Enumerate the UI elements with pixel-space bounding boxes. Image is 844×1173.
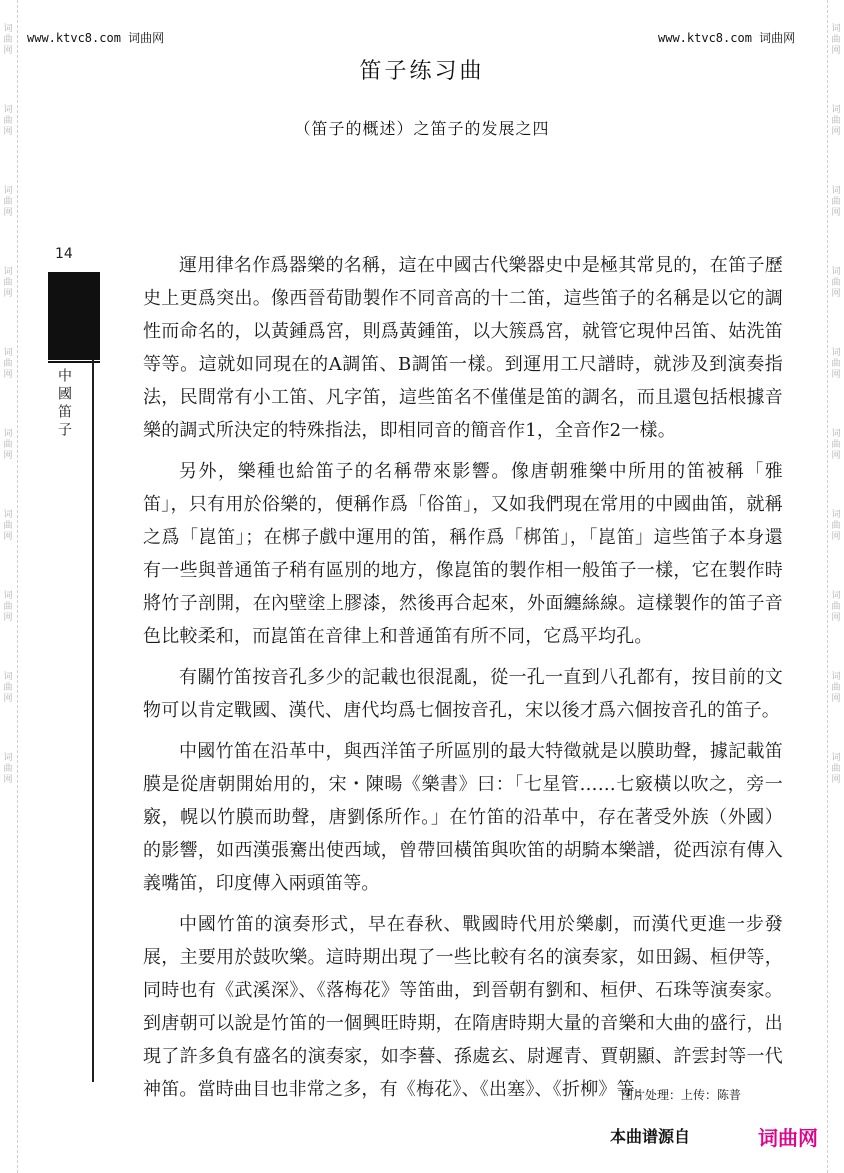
rail-char: 词 [3,429,13,439]
rail-watermark [831,510,840,543]
rail-char: 曲 [3,35,13,45]
site-watermark-left: www.ktvc8.com 词曲网 [27,31,165,45]
rail-char: 词 [831,186,841,196]
rail-char: 曲 [3,764,13,774]
rail-char: 词 [3,186,13,196]
rail-char: 词 [831,24,841,34]
rail-char: 网 [831,208,841,218]
rail-char: 词 [3,753,13,763]
rail-watermark [831,267,840,300]
rail-char: 词 [3,510,13,520]
rail-char: 曲 [831,278,841,288]
rail-char: 曲 [3,602,13,612]
rail-char: 曲 [3,278,13,288]
rail-char: 网 [3,46,13,56]
site-watermark-right: www.ktvc8.com 词曲网 [658,31,796,45]
rail-watermark [3,24,12,57]
rail-char: 曲 [3,521,13,531]
rail-char: 网 [3,532,13,542]
rail-char: 网 [3,208,13,218]
rail-char: 网 [831,613,841,623]
rail-char: 曲 [3,359,13,369]
rail-char: 网 [3,370,13,380]
rail-char: 词 [831,510,841,520]
rail-char: 曲 [831,197,841,207]
rail-char: 曲 [3,116,13,126]
rail-char: 曲 [3,683,13,693]
rail-watermark [3,429,12,462]
rail-watermark [3,348,12,381]
rail-char: 词 [831,105,841,115]
rail-char: 网 [3,451,13,461]
rail-watermark [831,591,840,624]
right-watermark-rail [829,0,843,1173]
rail-char: 网 [3,289,13,299]
paragraph: 有關竹笛按音孔多少的記載也很混亂，從一孔一直到八孔都有，按目前的文物可以肯定戰國、漢代、唐代均爲七個按音孔，宋以後才爲六個按音孔的笛子。 [143,667,783,721]
rail-char: 词 [831,591,841,601]
rail-char: 词 [831,429,841,439]
source-note: 本曲谱源自 [610,1127,691,1146]
article-body [143,249,783,1114]
rail-char: 网 [3,694,13,704]
rail-char: 网 [831,532,841,542]
rail-char: 曲 [831,602,841,612]
rail-watermark [831,186,840,219]
rail-watermark [831,672,840,705]
rail-char: 网 [831,370,841,380]
rail-char: 曲 [3,197,13,207]
rail-char: 网 [3,775,13,785]
rail-char: 曲 [831,116,841,126]
rail-watermark [3,267,12,300]
paragraph: 運用律名作爲器樂的名稱，這在中國古代樂器史中是極其常見的，在笛子歷史上更爲突出。像西晉荀勖製作不同音高的十二笛，這些笛子的名稱是以它的調性而命名的，以黃鍾爲宮，則爲黃鍾笛，以大簇爲宮，就管它現仲呂笛、姑洗笛等等。這就如同現在的A調笛、B調笛一樣。到運用工尺譜時，就涉及到演奏指法，民間常有小工笛、凡字笛，這些笛名不僅僅是笛的調名，而且還包括根據音樂的調式所決定的特殊指法，即相同音的簡音作1，全音作2一樣。 [143,255,783,441]
rail-char: 网 [831,694,841,704]
image-credit: 图片处理：上传：陈普 [621,1088,742,1102]
rail-watermark [831,24,840,57]
rail-char: 曲 [3,440,13,450]
page-title: 笛子练习曲 [359,59,485,84]
rail-char: 词 [3,672,13,682]
site-badge: 词曲网 [758,1126,818,1150]
rail-char: 词 [831,672,841,682]
rail-char: 词 [831,267,841,277]
rail-watermark [831,753,840,786]
margin-rule [92,360,94,1082]
rail-char: 曲 [831,764,841,774]
rail-watermark [831,348,840,381]
rail-char: 词 [3,267,13,277]
rail-watermark [3,753,12,786]
rail-watermark [3,672,12,705]
page-number: 14 [55,246,73,262]
rail-char: 词 [831,348,841,358]
rail-watermark [3,510,12,543]
rail-char: 曲 [831,683,841,693]
rail-char: 曲 [831,35,841,45]
rail-char: 网 [831,127,841,137]
rail-char: 网 [831,46,841,56]
paragraph: 中國竹笛在沿革中，與西洋笛子所區別的最大特徵就是以膜助聲，據記載笛膜是從唐朝開始用的，宋・陳暘《樂書》曰：「七星管……七竅橫以吹之，旁一竅，幌以竹膜而助聲，唐劉係所作。」在竹笛的沿革中，存在著受外族（外國）的影響，如西漢張騫出使西域，曾帶回橫笛與吹笛的胡騎本樂譜，從西涼有傳入義嘴笛，印度傳入兩頭笛等。 [143,741,783,894]
rail-char: 词 [3,105,13,115]
section-label-vertical: 中國笛子 [56,368,72,440]
left-dashed-border [17,0,18,1173]
left-watermark-rail [1,0,15,1173]
rail-char: 网 [3,127,13,137]
rail-char: 词 [831,753,841,763]
section-marker-block [48,272,100,360]
rail-char: 网 [3,613,13,623]
rail-char: 网 [831,451,841,461]
paragraph: 中國竹笛的演奏形式，早在春秋、戰國時代用於樂劇，而漢代更進一步發展，主要用於鼓吹樂。這時期出現了一些比較有名的演奏家，如田錫、桓伊等，同時也有《武溪深》、《落梅花》等笛曲，到晉朝有劉和、桓伊、石珠等演奏家。到唐朝可以說是竹笛的一個興旺時期，在隋唐時期大量的音樂和大曲的盛行，出現了許多負有盛名的演奏家，如李謩、孫處玄、尉遲青、賈朝顯、許雲封等一代神笛。當時曲目也非常之多，有《梅花》、《出塞》、《折柳》等。 [143,914,783,1100]
rail-watermark [3,591,12,624]
rail-watermark [831,429,840,462]
rail-char: 词 [3,591,13,601]
rail-watermark [3,186,12,219]
page-subtitle: （笛子的概述）之笛子的发展之四 [294,119,550,138]
rail-char: 网 [831,775,841,785]
right-dashed-border [827,0,828,1173]
rail-char: 曲 [831,521,841,531]
paragraph: 另外，樂種也給笛子的名稱帶來影響。像唐朝雅樂中所用的笛被稱「雅笛」，只有用於俗樂的，便稱作爲「俗笛」，又如我們現在常用的中國曲笛，就稱之爲「崑笛」；在梆子戲中運用的笛，稱作爲「梆笛」，「崑笛」這些笛子本身還有一些與普通笛子稍有區別的地方，像崑笛的製作相一般笛子一樣，它在製作時將竹子剖開，在內壁塗上膠漆，然後再合起來，外面纏絲線。這樣製作的笛子音色比較柔和，而崑笛在音律上和普通笛有所不同，它爲平均孔。 [143,461,783,647]
rail-char: 词 [3,24,13,34]
rail-char: 网 [831,289,841,299]
rail-char: 曲 [831,440,841,450]
rail-char: 曲 [831,359,841,369]
rail-char: 词 [3,348,13,358]
